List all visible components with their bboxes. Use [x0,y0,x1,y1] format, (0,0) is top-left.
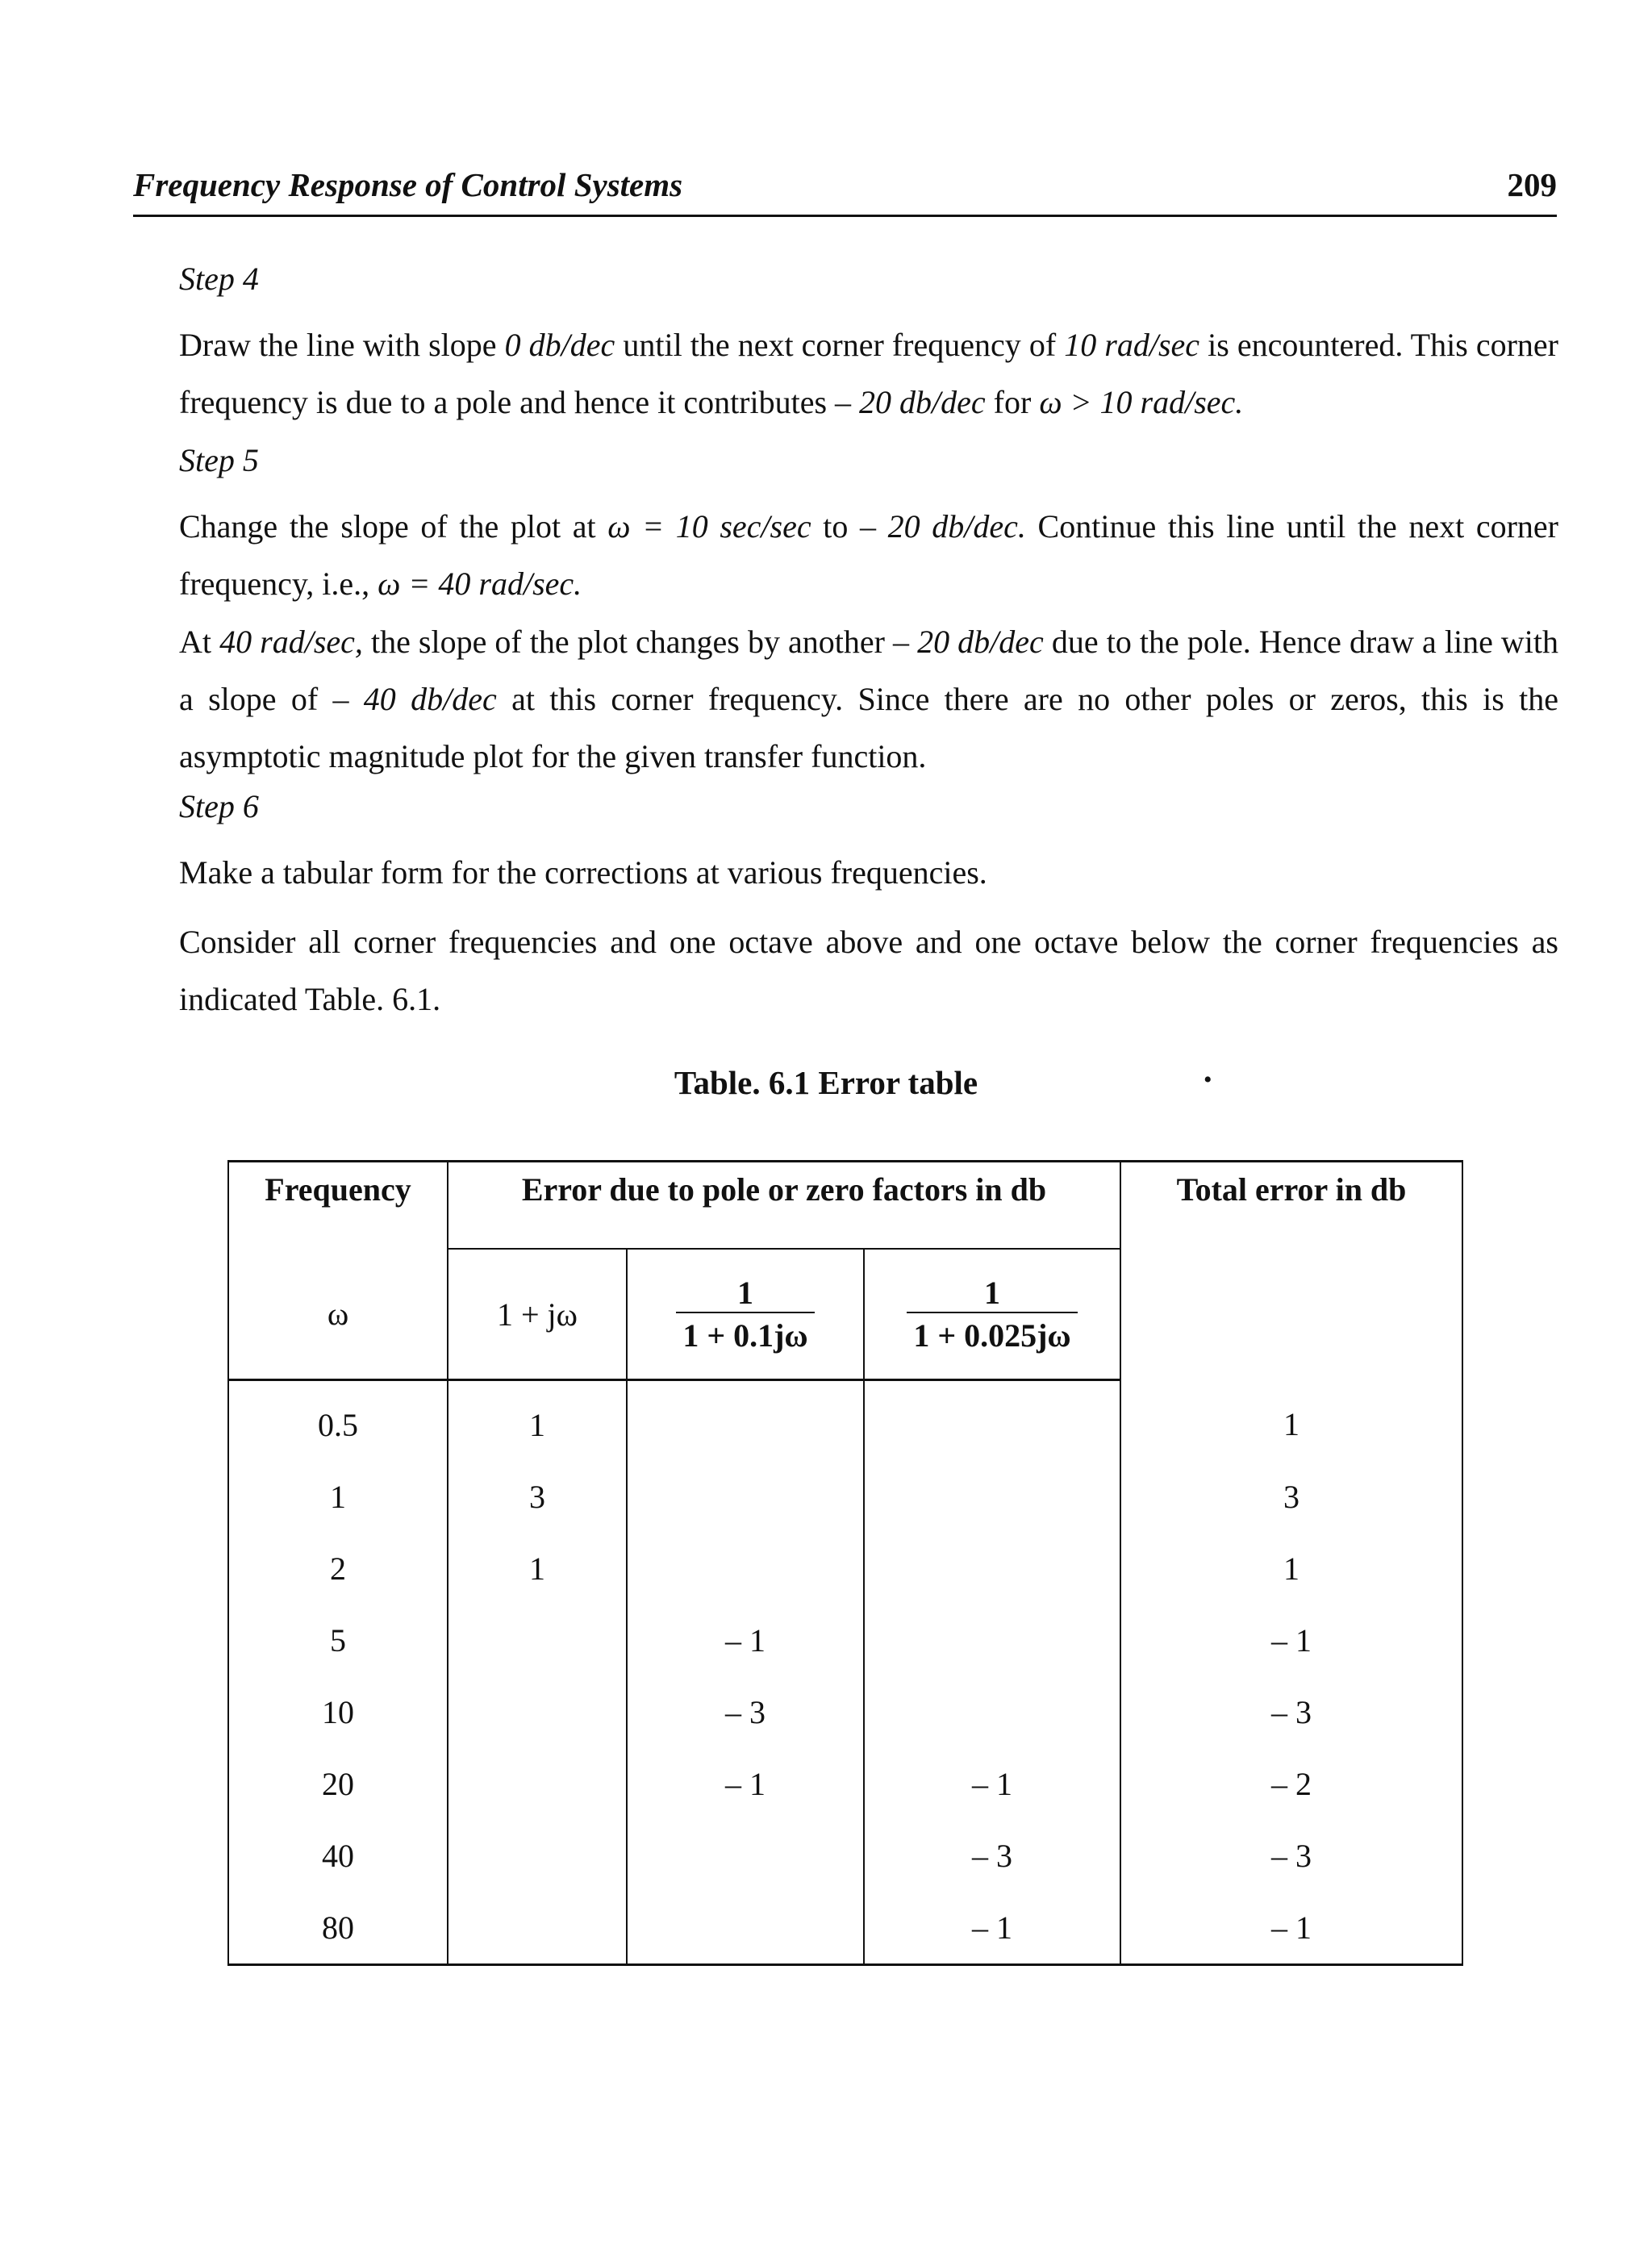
factor-3-header [864,1249,1120,1380]
table-caption: Table. 6.1 Error table [674,1064,978,1101]
step-5-paragraph-1 [179,498,1558,612]
text-run-italic: 40 rad/sec, [219,624,363,660]
text-run: for [985,384,1040,420]
text-run-italic: 0 db/dec [504,327,615,363]
step-6-title: Step 6 [179,788,259,824]
factor-1-cell [448,1892,627,1965]
text-run: due to the pole. Hence draw a line with a slope of – [179,624,1559,717]
factor-1-cell: 1 [448,1380,627,1462]
factor-2-fraction [676,1274,814,1354]
text-run-italic: ω = 40 rad/sec. [378,565,582,602]
frequency-cell: 40 [228,1820,448,1892]
factor-2-cell [627,1892,864,1965]
table-row [228,1892,1462,1965]
table-row [228,1533,1462,1605]
text-run-italic: ω > 10 rad/sec. [1039,384,1244,420]
text-run: until the next corner frequency of [615,327,1065,363]
error-group-header: Error due to pole or zero factors in db [448,1162,1120,1250]
frequency-cell: 20 [228,1748,448,1820]
frequency-cell: 2 [228,1533,448,1605]
factor-3-cell: – 1 [864,1892,1120,1965]
text-run: Change the slope of the plot at [179,508,608,545]
table-header-row [228,1162,1462,1250]
table-row [228,1380,1462,1462]
factor-1-cell [448,1605,627,1676]
factor-1-cell: 1 [448,1533,627,1605]
table-row [228,1820,1462,1892]
factor-1-cell [448,1748,627,1820]
factor-3-cell: – 3 [864,1820,1120,1892]
step-6-paragraph-1: Make a tabular form for the corrections at various frequencies. [179,854,987,891]
factor-2-header [627,1249,864,1380]
factor-3-cell [864,1676,1120,1748]
total-error-label: Total error in db [1176,1171,1407,1208]
factor-2-cell [627,1461,864,1533]
omega-header: ω [228,1249,448,1380]
frequency-header: Frequency [228,1162,448,1250]
total-error-cell: – 1 [1120,1605,1462,1676]
factor-1-cell [448,1676,627,1748]
total-error-cell: 1 [1120,1380,1462,1462]
step-5-paragraph-2 [179,613,1558,785]
total-error-cell: – 2 [1120,1748,1462,1820]
total-error-cell: – 3 [1120,1820,1462,1892]
step-4-title: Step 4 [179,261,259,297]
stray-dot-mark: • [1204,1066,1212,1093]
text-run-italic: 20 db/dec [917,624,1044,660]
table-row [228,1461,1462,1533]
text-run-italic: 20 db/dec [859,384,986,420]
factor-3-fraction [907,1274,1077,1354]
factor-1-header: 1 + jω [448,1249,627,1380]
factor-3-cell [864,1461,1120,1533]
header-rule [133,215,1557,217]
factor-3-cell [864,1533,1120,1605]
factor-2-denominator: 1 + 0.1jω [676,1312,814,1354]
factor-2-cell: – 1 [627,1605,864,1676]
text-run: at this corner frequency. Since there are no other poles or zeros, this is the asymptotic magnitude plot for the given transfer function. [179,681,1558,774]
frequency-cell: 10 [228,1676,448,1748]
factor-3-cell [864,1605,1120,1676]
factor-3-cell [864,1380,1120,1462]
factor-2-cell [627,1533,864,1605]
book-section-title: Frequency Response of Control Systems [133,166,683,203]
table-row [228,1676,1462,1748]
frequency-cell: 80 [228,1892,448,1965]
text-run-italic: 20 db/dec. [887,508,1026,545]
factor-2-cell [627,1820,864,1892]
text-run: Continue this line until the next corner frequency, i.e., [179,508,1558,602]
factor-3-cell: – 1 [864,1748,1120,1820]
frequency-cell: 5 [228,1605,448,1676]
factor-1-cell [448,1820,627,1892]
text-run-italic: 10 rad/sec [1064,327,1200,363]
total-error-header [1120,1162,1462,1380]
factor-2-cell [627,1380,864,1462]
frequency-cell: 0.5 [228,1380,448,1462]
total-error-cell: – 1 [1120,1892,1462,1965]
total-error-cell: 3 [1120,1461,1462,1533]
text-run: Draw the line with slope [179,327,505,363]
text-run-italic: ω = 10 sec/sec [607,508,811,545]
text-run: the slope of the plot changes by another – [362,624,918,660]
text-run: to – [811,508,888,545]
factor-1-cell: 3 [448,1461,627,1533]
total-error-cell: 1 [1120,1533,1462,1605]
frequency-cell: 1 [228,1461,448,1533]
step-5-title: Step 5 [179,442,259,478]
factor-2-cell: – 1 [627,1748,864,1820]
text-run: At [179,624,220,660]
text-run: is encountered. This corner frequency is due to a pole and hence it contributes – [179,327,1559,420]
table-row [228,1605,1462,1676]
step-4-paragraph [179,316,1558,431]
step-6-paragraph-2: Consider all corner frequencies and one octave above and one octave below the corner frequencies as indicated Table. 6.1. [179,924,1558,1017]
factor-2-numerator: 1 [736,1275,753,1311]
factor-3-numerator: 1 [983,1275,1000,1311]
table-row [228,1748,1462,1820]
total-error-cell: – 3 [1120,1676,1462,1748]
factor-3-denominator: 1 + 0.025jω [907,1312,1077,1354]
factor-2-cell: – 3 [627,1676,864,1748]
page-number: 209 [1507,166,1557,203]
error-table [227,1160,1463,1966]
text-run-italic: 40 db/dec [363,681,497,717]
running-head [133,165,1557,204]
